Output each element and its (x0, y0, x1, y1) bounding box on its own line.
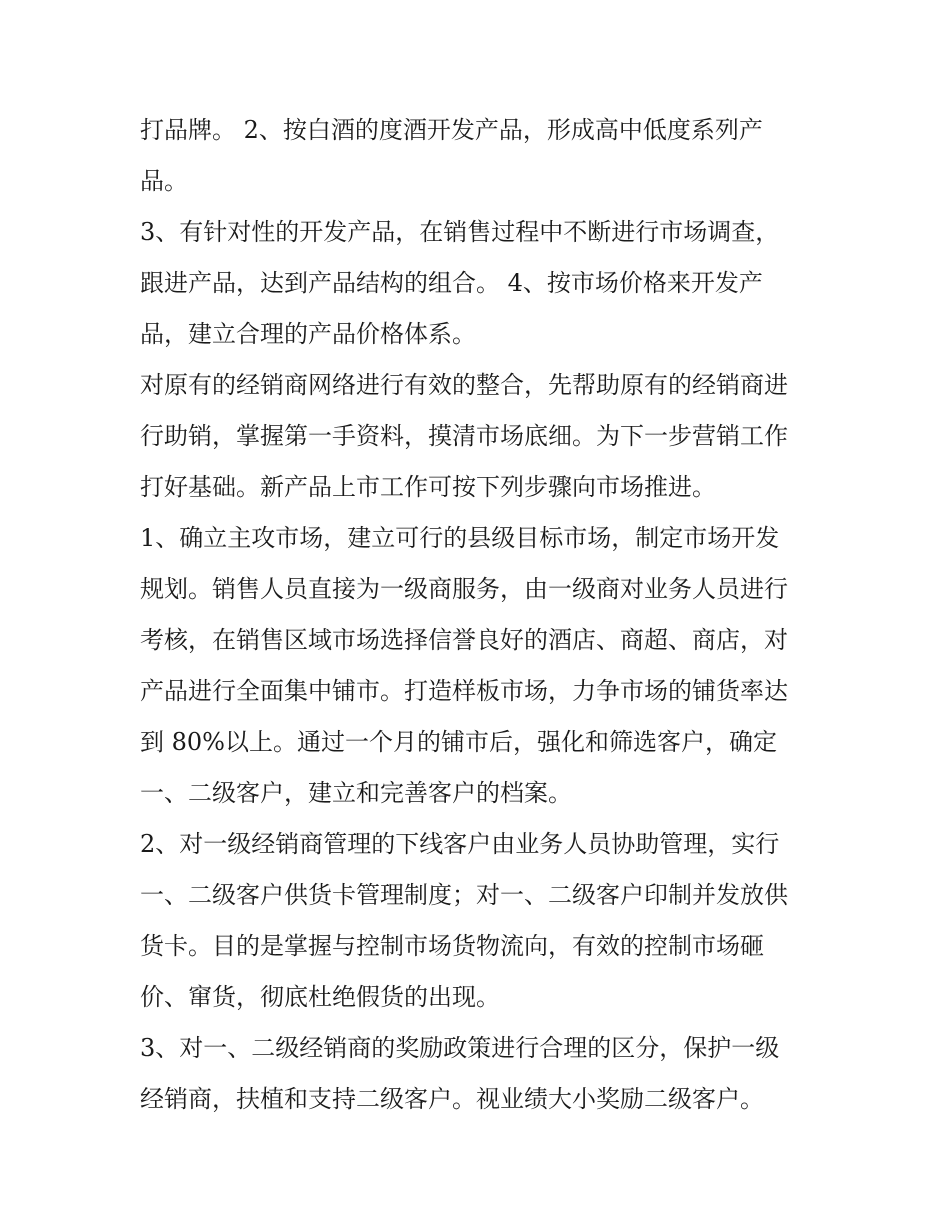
text-line: 打好基础。新产品上市工作可按下列步骤向市场推进。 (140, 473, 716, 501)
text-line: 产品进行全面集中铺市。打造样板市场，力争市场的铺货率达 (140, 677, 788, 705)
text-line: 一、二级客户供货卡管理制度；对一、二级客户印制并发放供 (140, 881, 788, 909)
text-line: 行助销，掌握第一手资料，摸清市场底细。为下一步营销工作 (140, 422, 788, 450)
text-line: 品，建立合理的产品价格体系。 (140, 320, 476, 348)
text-line: 3、对一、二级经销商的奖励政策进行合理的区分，保护一级 (140, 1034, 780, 1062)
text-line: 经销商，扶植和支持二级客户。视业绩大小奖励二级客户。 (140, 1085, 764, 1113)
text-line: 考核，在销售区域市场选择信誉良好的酒店、商超、商店，对 (140, 626, 788, 654)
text-line: 1、确立主攻市场，建立可行的县级目标市场，制定市场开发 (140, 524, 780, 552)
text-line: 价、窜货，彻底杜绝假货的出现。 (140, 983, 500, 1011)
text-line: 对原有的经销商网络进行有效的整合，先帮助原有的经销商进 (140, 371, 788, 399)
text-line: 到 80%以上。通过一个月的铺市后，强化和筛选客户，确定 (140, 728, 777, 756)
text-line: 品。 (140, 167, 188, 195)
text-line: 规划。销售人员直接为一级商服务，由一级商对业务人员进行 (140, 575, 788, 603)
text-line: 跟进产品，达到产品结构的组合。 4、按市场价格来开发产 (140, 269, 763, 297)
text-line: 货卡。目的是掌握与控制市场货物流向，有效的控制市场砸 (140, 932, 764, 960)
text-line: 3、有针对性的开发产品，在销售过程中不断进行市场调查， (140, 218, 780, 246)
text-line: 一、二级客户，建立和完善客户的档案。 (140, 779, 572, 807)
text-line: 2、对一级经销商管理的下线客户由业务人员协助管理，实行 (140, 830, 780, 858)
document-body (140, 105, 820, 1125)
text-line: 打品牌。 2、按白酒的度酒开发产品，形成高中低度系列产 (140, 116, 763, 144)
